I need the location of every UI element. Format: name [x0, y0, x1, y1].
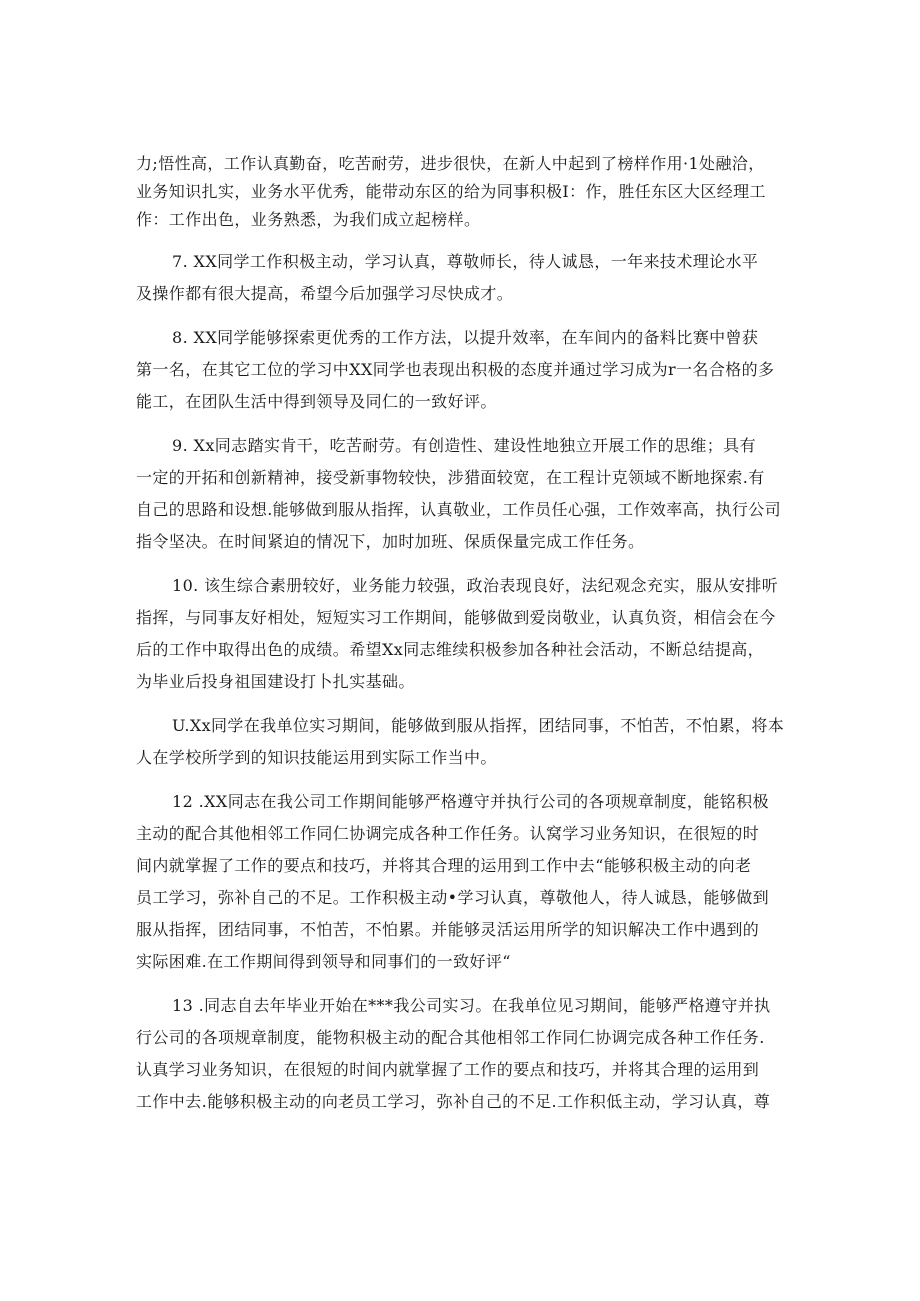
- text-line: 一定的开拓和创新精神，接受新事物较快，涉猎面较宽，在工程计克领域不断地探索.有: [136, 468, 765, 487]
- text-line: 13 .同志自去年毕业开始在***我公司实习。在我单位见习期间，能够严格遵守并执: [172, 996, 771, 1015]
- text-line: 人在学校所学到的知识技能运用到实际工作当中。: [136, 748, 497, 767]
- text-line: 指令坚决。在时间紧迫的情况下，加时加班、保质保量完成工作任务。: [136, 532, 645, 551]
- text-line: 实际困难.在工作期间得到领导和同事们的一致好评“: [136, 952, 511, 971]
- text-line: 作：工作出色，业务熟悉，为我们成立起榜样。: [136, 210, 481, 229]
- text-line: 力;悟性高，工作认真勤奋，吃苦耐劳，进步很快，在新人中起到了榜样作用·1处融洽，: [136, 154, 765, 173]
- text-line: U.Xx同学在我单位实习期间，能够做到服从指挥，团结同事，不怕苦，不怕累，将本: [172, 716, 785, 735]
- paragraph-item-12: [136, 786, 784, 978]
- text-line: 认真学习业务知识，在很短的时间内就掌握了工作的要点和技巧，并将其合理的运用到: [136, 1060, 760, 1079]
- paragraph-item-10: [136, 570, 784, 698]
- text-line: 10. 该生综合素册较好，业务能力较强，政治表现良好，法纪观念充实，服从安排听: [172, 576, 779, 595]
- text-line: 后的工作中取得出色的成绩。希望Xx同志维续积极参加各种社会活动，不断总结提高，: [136, 640, 765, 659]
- text-line: 7. XX同学工作积极主动，学习认真，尊敬师长，待人诚恳，一年来技术理论水平: [172, 252, 759, 271]
- text-line: 行公司的各项规章制度，能物积极主动的配合其他相邻工作同仁协调完成各种工作任务.: [136, 1028, 765, 1047]
- text-line: 指挥，与同事友好相处，短短实习工作期间，能够做到爱岗敬业，认真负资，相信会在今: [136, 608, 776, 627]
- paragraph-item-9: [136, 430, 784, 558]
- document-page: [136, 150, 784, 1130]
- text-line: 为毕业后投身祖国建设打卜扎实基础。: [136, 672, 415, 691]
- text-line: 12 .XX同志在我公司工作期间能够严格遵守并执行公司的各项规章制度，能铭积极: [172, 792, 769, 811]
- text-line: 8. XX同学能够探索更优秀的工作方法，以提升效率，在车间内的备料比赛中曾获: [172, 328, 759, 347]
- text-line: 及操作都有很大提高，希望今后加强学习尽快成才。: [136, 284, 514, 303]
- text-line: 能工，在团队生活中得到领导及同仁的一致好评。: [136, 392, 497, 411]
- paragraph-item-8: [136, 322, 784, 418]
- paragraph-item-13: [136, 990, 784, 1118]
- text-line: 业务知识扎实，业务水平优秀，能带动东区的给为同事积极I：作，胜任东区大区经理工: [136, 182, 766, 201]
- text-line: 第一名，在其它工位的学习中XX同学也表现出积极的态度并通过学习成为r一名合格的多: [136, 360, 775, 379]
- text-line: 工作中去.能够积极主动的向老员工学习，弥补自己的不足.工作积低主动，学习认真，尊: [136, 1092, 771, 1111]
- text-line: 员工学习，弥补自己的不足。工作积极主动•学习认真，尊敬他人，待人诚恳，能够做到: [136, 888, 770, 907]
- paragraph-item-7: [136, 246, 784, 310]
- text-line: 间内就掌握了工作的要点和技巧，并将其合理的运用到工作中去“能够积极主动的向老: [136, 856, 752, 875]
- paragraph-continuation: [136, 150, 784, 234]
- text-line: 主动的配合其他相邻工作同仁协调完成各种工作任务。认窝学习业务知识，在很短的时: [136, 824, 760, 843]
- text-line: 自己的思路和设想.能够做到服从指挥，认真敬业，工作员任心强，工作效率高，执行公司: [136, 500, 782, 519]
- text-line: 9. Xx同志踏实肯干，吃苦耐劳。有创造性、建设性地独立开展工作的思维；具有: [172, 436, 756, 455]
- paragraph-item-11: [136, 710, 784, 774]
- text-line: 服从指挥，团结同事，不怕苦，不怕累。并能够灵活运用所学的知识解决工作中遇到的: [136, 920, 760, 939]
